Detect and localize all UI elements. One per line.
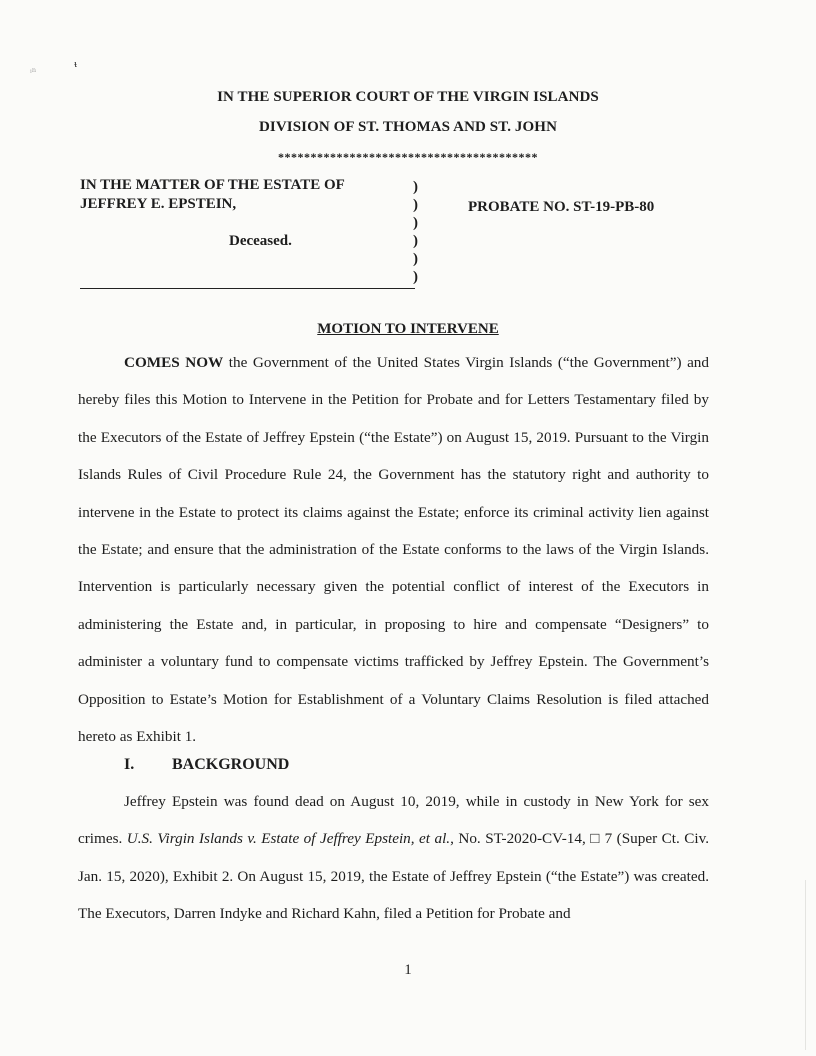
caption-deceased: Deceased. xyxy=(229,233,292,249)
paren: ) xyxy=(413,197,418,213)
case-citation: U.S. Virgin Islands v. Estate of Jeffrey Epstein, et al. xyxy=(126,830,451,848)
court-name: IN THE SUPERIOR COURT OF THE VIRGIN ISLANDS xyxy=(217,89,599,105)
paren: ) xyxy=(413,269,418,285)
background-body xyxy=(78,783,709,933)
scan-mark-left: ᵢₙ xyxy=(30,63,37,75)
section-number: I. xyxy=(124,756,135,773)
paren: ) xyxy=(413,251,418,267)
paragraph-text: the Government of the United States Virgin Islands (“the Government”) and hereby files this Motion to Intervene in the Petition for Probate and for Letters Testamentary filed by the Executors of the Estate of Jeffrey Epstein (“the Estate”) on August 15, 2019. Pursuant to the Virgin Islands Rules of Civil Procedure Rule 24, the Government has the statutory right and authority to intervene in the Estate to protect its claims against the Estate; enforce its criminal activity lien against the Estate; and ensure that the administration of the Estate conforms to the laws of the Virgin Islands. Intervention is particularly necessary given the potential conflict of interest of the Executors in administering the Estate and, in particular, in proposing to hire and compensate “Designers” to administer a voluntary fund to compensate victims trafficked by Jeffrey Epstein. The Government’s Opposition to Estate’s Motion for Establishment of a Voluntary Claims Resolution is filed attached hereto as Exhibit 1. xyxy=(78,354,709,746)
case-caption xyxy=(80,176,410,214)
probate-number: PROBATE NO. ST-19-PB-80 xyxy=(468,199,655,215)
paren: ) xyxy=(413,179,418,195)
background-paragraph xyxy=(78,783,709,933)
background-text-start: Jeffrey Epstein was found dead on August 10, 2019, while in custody in New York for sex crimes. xyxy=(78,793,709,848)
motion-title: MOTION TO INTERVENE xyxy=(317,321,499,337)
scan-edge-line xyxy=(805,880,806,1050)
paren: ) xyxy=(413,215,418,231)
paren: ) xyxy=(413,233,418,249)
court-division: DIVISION OF ST. THOMAS AND ST. JOHN xyxy=(259,119,557,135)
section-title: BACKGROUND xyxy=(172,756,290,773)
motion-paragraph xyxy=(78,344,709,755)
caption-matter-line2: JEFFREY E. EPSTEIN, xyxy=(80,196,237,212)
caption-underline xyxy=(80,288,415,289)
lead-phrase: COMES NOW xyxy=(124,354,224,371)
scan-mark-right: ᵼ xyxy=(74,58,77,70)
caption-matter-line1: IN THE MATTER OF THE ESTATE OF xyxy=(80,177,345,193)
caption-parens xyxy=(413,178,418,286)
section-heading-background xyxy=(124,756,289,774)
motion-body xyxy=(78,344,709,755)
background-text-rest: , No. ST-2020-CV-14, □ 7 (Super Ct. Civ. Jan. 15, 2020), Exhibit 2. On August 15, 2019, the Estate of Jeffrey Epstein (“the Estate”) was created. The Executors, Darren Indyke and Richard Kahn, filed a Petition for Probate and xyxy=(78,830,709,923)
page-number: 1 xyxy=(404,962,412,978)
separator-stars: **************************************** xyxy=(278,150,538,164)
